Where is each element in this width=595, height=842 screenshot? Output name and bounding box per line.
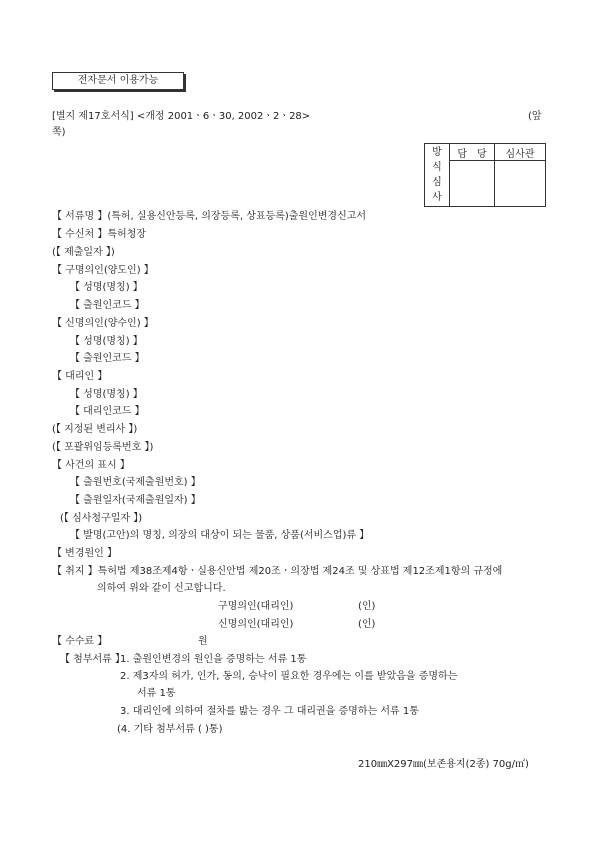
previous-applicant-name: 【 성명(명칭) 】 — [70, 282, 143, 293]
side-note-front: (앞 — [528, 111, 542, 122]
purpose: 【 취지 】특허법 제38조제4항ㆍ실용신안법 제20조ㆍ의장법 제24조 및 상표법 제12조제1항의 규정에 — [52, 566, 503, 577]
attachment-1: 1. 출원인변경의 원인을 증명하는 서류 1통 — [120, 654, 307, 665]
previous-applicant: 【 구명의인(양도인) 】 — [52, 265, 154, 276]
fee-label: 【 수수료 】 — [52, 636, 108, 647]
designated-attorney: (【 지정된 변리사 】) — [52, 424, 138, 435]
document-name: 【 서류명 】(특허, 실용신안등록, 의장등록, 상표등록)출원인변경신고서 — [52, 211, 367, 222]
seal-new-holder: (인) — [358, 619, 376, 630]
new-applicant-name: 【 성명(명칭) 】 — [70, 336, 143, 347]
stamp-officer-header: 담 당 — [450, 144, 495, 161]
new-applicant-code: 【 출원인코드 】 — [70, 353, 145, 364]
attachment-3: 3. 대리인에 의하여 절차를 밟는 경우 그 대리권을 증명하는 서류 1통 — [120, 706, 419, 717]
general-power-number: (【 포괄위임등록번호 】) — [52, 442, 154, 453]
purpose-continued: 의하여 위와 같이 신고합니다. — [97, 583, 226, 594]
signature-new-holder: 신명의인(대리인) — [218, 619, 294, 630]
attachment-2: 2. 제3자의 허가, 인가, 동의, 승낙이 필요한 경우에는 이를 받았음을 증명하는 — [120, 671, 458, 682]
examination-method-label: 방 식 심 사 — [425, 144, 450, 207]
electronic-document-badge: 전자문서 이용가능 — [52, 72, 184, 90]
attachment-2-continued: 서류 1통 — [137, 688, 176, 699]
submit-date: (【 제출일자 】) — [52, 247, 115, 258]
case-display: 【 사건의 표시 】 — [52, 460, 130, 471]
agent: 【 대리인 】 — [52, 371, 108, 382]
stamp-examiner-header: 심사관 — [495, 144, 546, 161]
exam-request-date: (【 심사청구일자 】) — [60, 513, 143, 524]
new-applicant: 【 신명의인(양수인) 】 — [52, 318, 154, 329]
examination-stamp-table — [424, 143, 546, 207]
seal-previous-holder: (인) — [358, 601, 376, 612]
attachments-label: 【 첨부서류 】 — [60, 654, 125, 665]
stamp-examiner-cell — [495, 161, 546, 207]
attachment-4: (4. 기타 첨부서류 ( )통) — [117, 724, 223, 735]
stamp-officer-cell — [450, 161, 495, 207]
agent-name: 【 성명(명칭) 】 — [70, 389, 143, 400]
change-cause: 【 변경원인 】 — [52, 548, 117, 559]
paper-specification: 210㎜X297㎜(보존용지(2종) 70g/㎡) — [358, 759, 529, 770]
recipient: 【 수신처 】특허청장 — [52, 229, 146, 240]
fee-unit: 원 — [198, 636, 208, 647]
agent-code: 【 대리인코드 】 — [70, 406, 145, 417]
signature-previous-holder: 구명의인(대리인) — [218, 601, 294, 612]
application-date: 【 출원일자(국제출원일자) 】 — [70, 495, 201, 506]
form-reference: [별지 제17호서식] <개정 2001ㆍ6ㆍ30, 2002ㆍ2ㆍ28> — [52, 111, 311, 122]
invention-title: 【 발명(고안)의 명칭, 의장의 대상이 되는 물품, 상품(서비스업)류 】 — [70, 530, 370, 541]
side-note-page: 쪽) — [52, 127, 66, 138]
previous-applicant-code: 【 출원인코드 】 — [70, 300, 145, 311]
application-number: 【 출원번호(국제출원번호) 】 — [70, 477, 201, 488]
